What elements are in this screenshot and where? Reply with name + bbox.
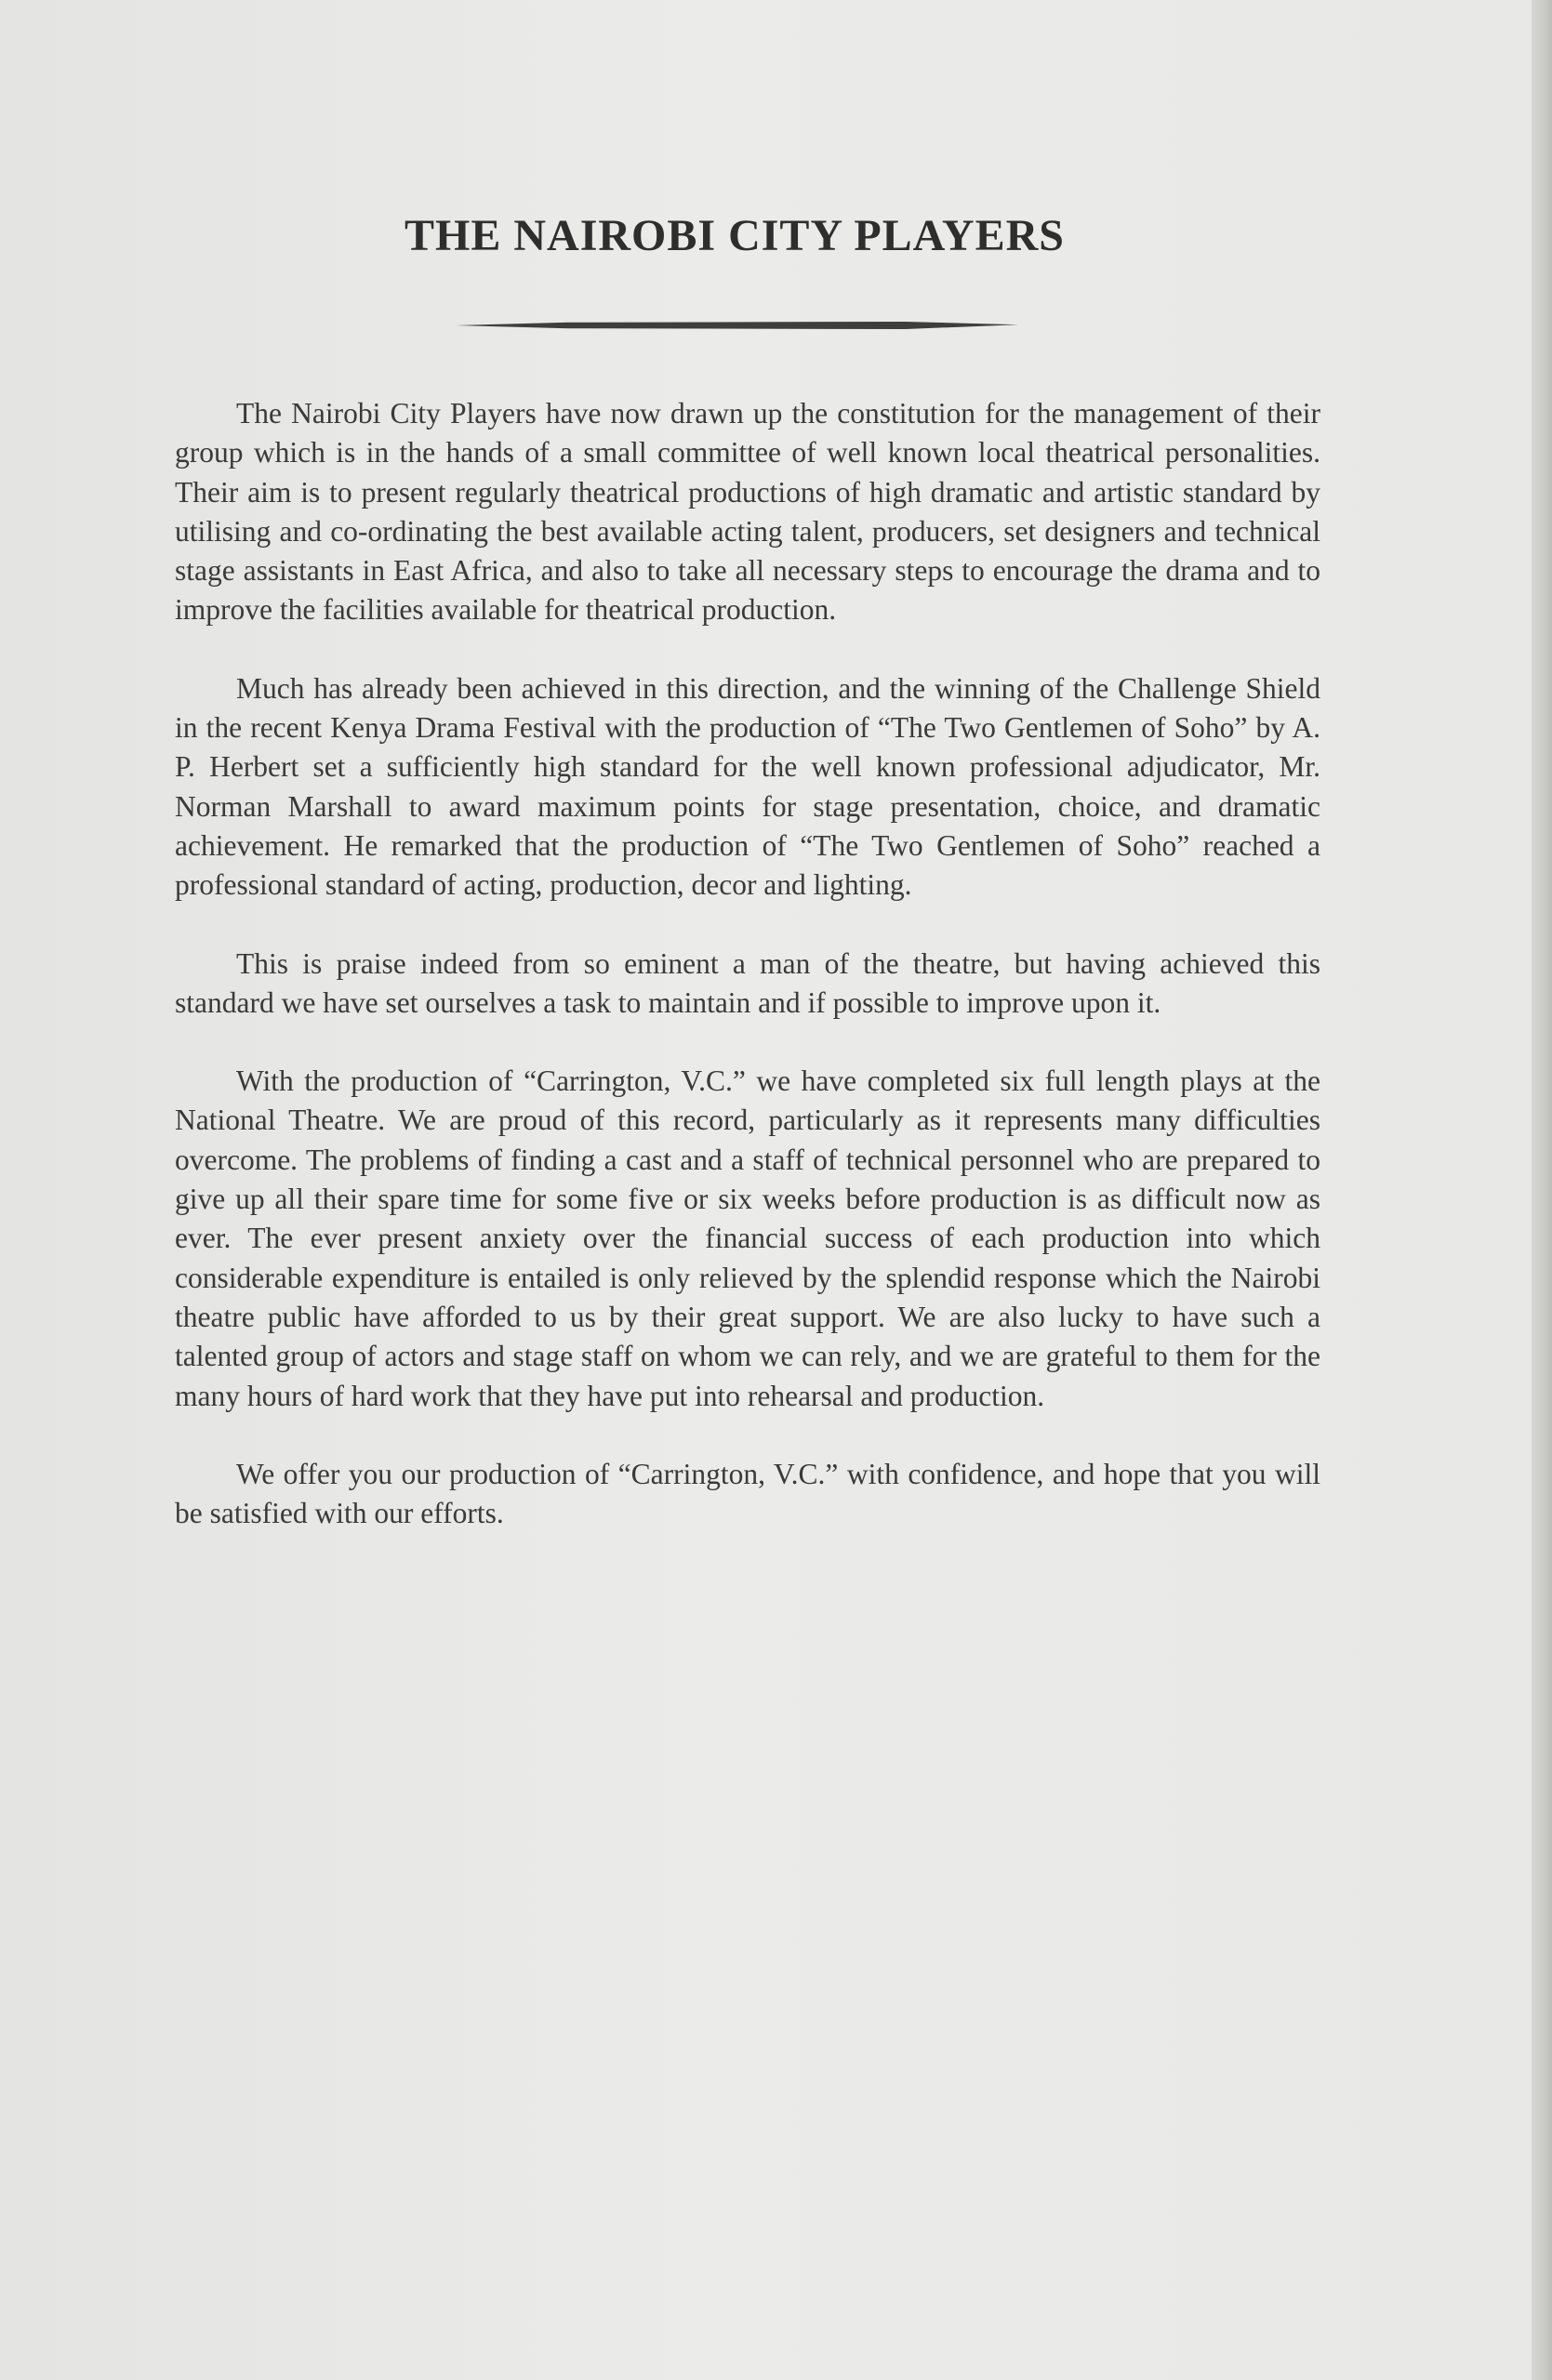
paragraph-praise: This is praise indeed from so eminent a man of the theatre, but having achieved this standard we have set ourselves a task to maintain and if possible to improve upon it. — [175, 946, 1320, 1019]
title-divider — [456, 322, 1018, 329]
paragraph-record: With the production of “Carrington, V.C.” we have completed six full length plays at the National Theatre. We are proud of this record, particularly as it represents many difficulties overcome. The problems of finding a cast and a staff of technical personnel who are prepared to give up all their spare time for some five or six weeks before production is as difficult now as ever. The ever present anxiety over the financial success of each production into which considerable expenditure is entailed is only relieved by the splendid response which the Nairobi theatre public have afforded to us by their great support. We are also lucky to have such a talented group of actors and stage staff on whom we can rely, and we are grateful to them for the many hours of hard work that they have put into rehearsal and production. — [175, 1064, 1320, 1412]
paragraph-achievements: Much has already been achieved in this direction, and the winning of the Challenge Shield in the recent Kenya Drama Festival with the production of “The Two Gentlemen of Soho” by A. P. Herbert set a sufficiently high standard for the well known professional adjudicator, Mr. Norman Marshall to award maximum points for stage presentation, choice, and dramatic achievement. He remarked that the production of “The Two Gentlemen of Soho” reached a professional standard of acting, production, decor and lighting. — [175, 671, 1320, 902]
paragraph-constitution: The Nairobi City Players have now drawn up the constitution for the management of their group which is in the hands of a small committee of well known local theatrical personalities. Their aim is to present regularly theatrical productions of high dramatic and artistic standard by utilising and co-ordinating the best available acting talent, producers, set designers and technical stage assistants in East Africa, and also to take all necessary steps to encourage the drama and to improve the facilities available for theatrical production. — [175, 397, 1320, 627]
document-body — [175, 394, 1320, 1572]
page-title: THE NAIROBI CITY PLAYERS — [405, 211, 1065, 260]
paragraph-closing: We offer you our production of “Carrington, V.C.” with confidence, and hope that you will be satisfied with our efforts. — [175, 1457, 1320, 1530]
page-edge-shadow — [1532, 0, 1552, 2380]
